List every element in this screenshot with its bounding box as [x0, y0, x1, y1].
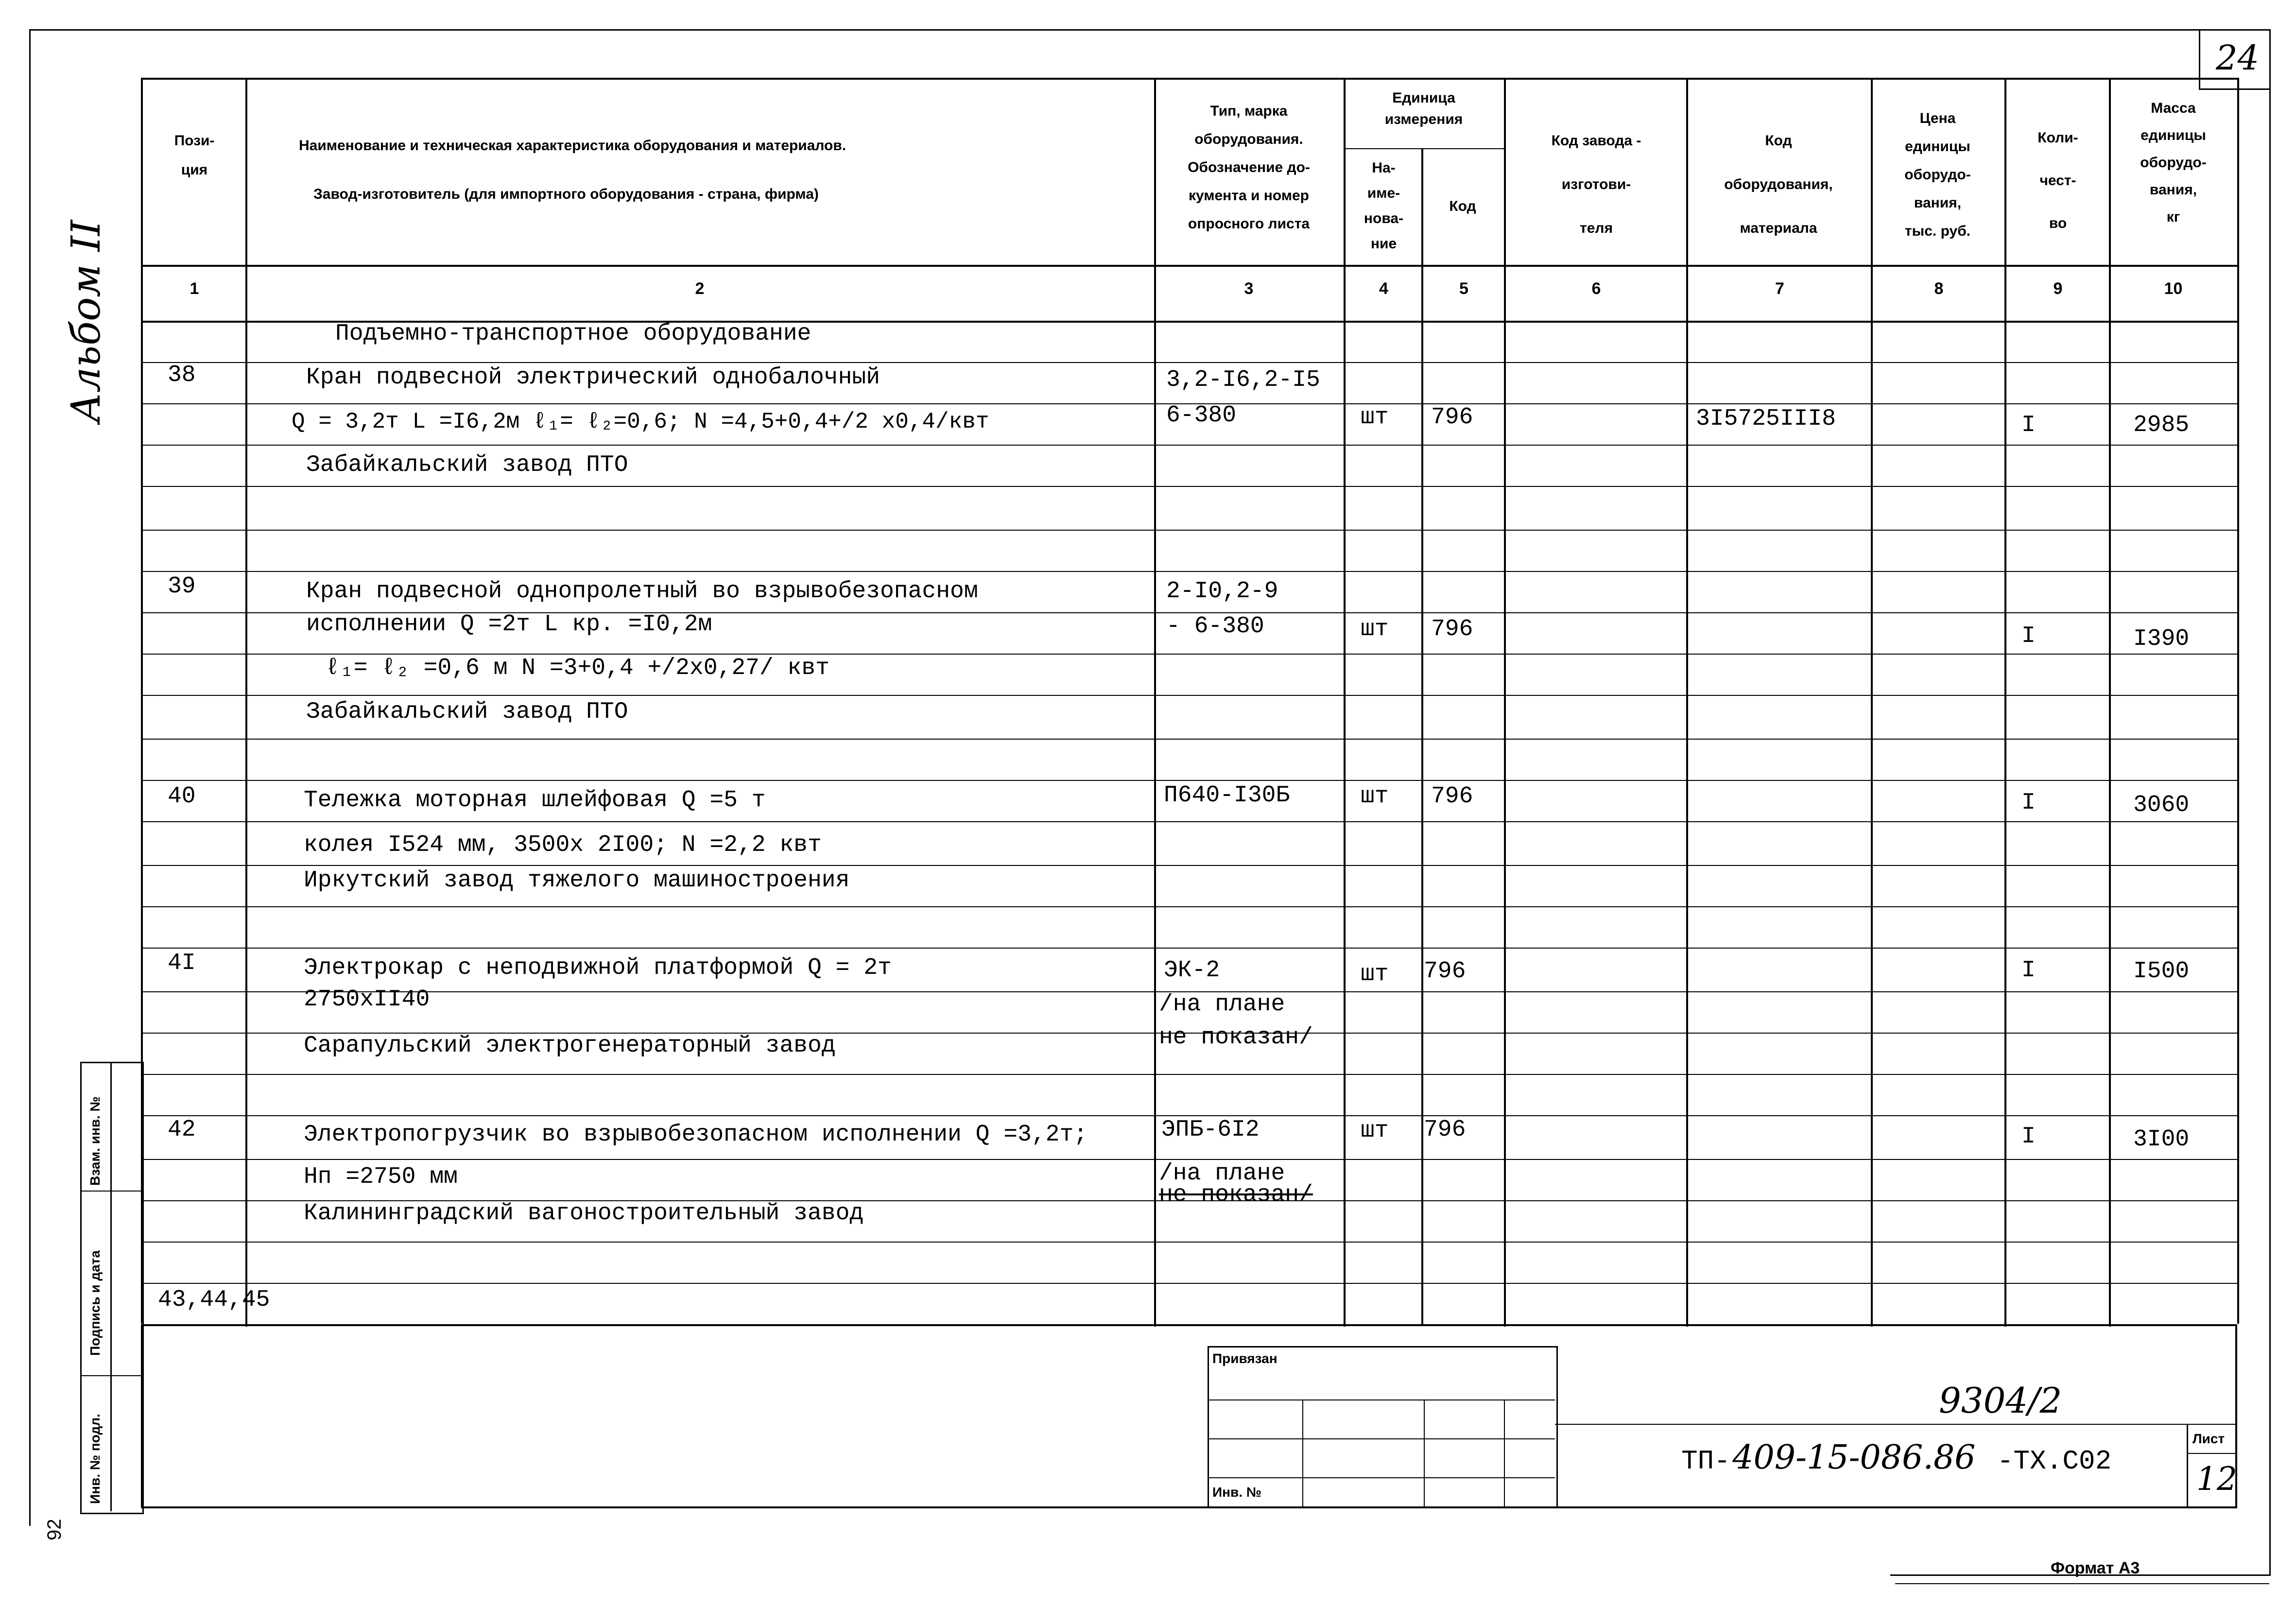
row38-mass: 2985 [2133, 412, 2190, 438]
row38-unit: шт [1361, 404, 1389, 431]
row42-name: Электропогрузчик во взрывобезопасном исполнении Q =3,2т; [304, 1122, 1088, 1148]
row40-qty: I [2021, 790, 2036, 816]
title-block-line [1555, 1424, 2235, 1425]
row42-type1: ЭПБ-6I2 [1161, 1117, 1260, 1143]
row38-name: Кран подвесной электрический однобалочный [306, 364, 880, 391]
col-number: 4 [1379, 279, 1388, 298]
privyazan-vline [1504, 1400, 1505, 1506]
row39-plant: Забайкальский завод ПТО [306, 699, 628, 725]
row-line [141, 445, 2237, 446]
unit-group-line [1344, 148, 1504, 149]
left-stamp-line [80, 1191, 141, 1192]
col-number: 5 [1459, 279, 1468, 298]
row-line [141, 362, 2237, 363]
album-label: Альбом II [63, 220, 109, 423]
sheet-label: Лист [2192, 1431, 2225, 1446]
col-line-3 [1344, 78, 1346, 1327]
col-line-1 [245, 78, 247, 1327]
row41-mass: I500 [2133, 958, 2190, 985]
row40-mass: 3060 [2133, 792, 2190, 818]
row41-unit: шт [1361, 961, 1389, 987]
format-label-line [1895, 1583, 2269, 1584]
privyazan-vline [1424, 1400, 1425, 1506]
privyazan-line [1208, 1477, 1555, 1478]
row38-spec: Q = 3,2т L =I6,2м ℓ₁= ℓ₂=0,6; N =4,5+0,4+/2 х0,4/квт [292, 409, 989, 434]
row42-plant: Калининградский вагоностроительный завод [304, 1200, 864, 1227]
row-line [141, 1242, 2237, 1243]
privyazan-line [1208, 1438, 1555, 1439]
row-line [141, 1074, 2237, 1075]
row41-name: Электрокар с неподвижной платформой Q = 2т [304, 955, 892, 981]
col-line-7 [1871, 78, 1873, 1327]
col-line-6 [1686, 78, 1688, 1327]
frame-bottom [141, 1506, 2237, 1508]
col-number: 6 [1591, 279, 1601, 298]
left-stamp-line [80, 1375, 141, 1376]
row-line [141, 948, 2237, 949]
row38-plant: Забайкальский завод ПТО [306, 452, 628, 478]
row40-plant: Иркутский завод тяжелого машиностроения [304, 867, 850, 894]
row39-qty: I [2021, 623, 2036, 649]
row42-type3: не показан/ [1159, 1182, 1313, 1208]
sheet-box-line [2187, 1453, 2235, 1454]
row-line [141, 654, 2237, 655]
row40-name: Тележка моторная шлейфовая Q =5 т [304, 787, 766, 813]
row42-pos: 42 [168, 1117, 196, 1143]
frame-left-bottom [141, 1324, 143, 1508]
left-stamp-divider [110, 1062, 112, 1511]
row38-type2: 6-380 [1166, 402, 1237, 429]
row-line [141, 571, 2237, 572]
row38-pos: 38 [168, 362, 196, 388]
col-line-4 [1421, 148, 1423, 1324]
row42-qty: I [2021, 1123, 2036, 1150]
col-number: 7 [1775, 279, 1784, 298]
header-col5: Код [1449, 198, 1476, 214]
doc-code-prefix: ТП- [1681, 1446, 1730, 1477]
row38-equip-code: 3I5725III8 [1696, 406, 1836, 432]
col-line-5 [1504, 78, 1506, 1327]
col-number: 10 [2164, 279, 2183, 298]
row38-code: 796 [1431, 404, 1473, 431]
row-line [141, 486, 2237, 487]
privyazan-vline [1302, 1400, 1303, 1506]
col-line-9 [2109, 78, 2111, 1327]
header-col4: На- име- нова- ние [1364, 160, 1404, 252]
row42-type2: /на плане [1159, 1160, 1285, 1187]
header-unit-group: Единица измерения [1384, 90, 1463, 127]
row39-pos: 39 [168, 573, 196, 600]
row40-pos: 40 [168, 783, 196, 810]
table-bottom-line [141, 1324, 2237, 1326]
row41-type1: ЭК-2 [1164, 957, 1220, 984]
left-stamp-inv: Инв. № подл. [87, 1414, 103, 1504]
row-line [141, 1115, 2237, 1116]
sheet-left-edge [29, 29, 31, 1526]
row39-spec2: ℓ₁= ℓ₂ =0,6 м N =3+0,4 +/2х0,27/ квт [326, 655, 829, 681]
row42-spec: Нп =2750 мм [304, 1164, 458, 1190]
row-line [141, 906, 2237, 907]
row41-code: 796 [1424, 958, 1466, 985]
left-stamp-vzam: Взам. инв. № [87, 1096, 103, 1186]
row-line [141, 865, 2237, 866]
section-title: Подъемно-транспортное оборудование [335, 321, 811, 347]
header-col1: Пози- ция [174, 133, 215, 178]
row-line [141, 739, 2237, 740]
header-col2: Наименование и техническая характеристика оборудования и материалов. Завод-изготовитель (для импортного оборудования - страна, фирма) [299, 138, 846, 202]
header-bottom-line [141, 265, 2237, 267]
row40-unit: шт [1361, 783, 1389, 810]
privyazan-label: Привязан [1212, 1351, 1277, 1366]
page-number: 24 [2216, 38, 2260, 78]
col-number: 8 [1934, 279, 1944, 298]
doc-code-hand: 409-15-086.86 [1732, 1438, 1976, 1477]
row41-plant: Сарапульский электрогенераторный завод [304, 1033, 836, 1059]
row39-unit: шт [1361, 616, 1389, 642]
row43-pos: 43,44,45 [158, 1287, 270, 1313]
row-line [141, 821, 2237, 822]
inv-no-label: Инв. № [1212, 1485, 1262, 1500]
privyazan-stamp [1208, 1346, 1558, 1508]
row39-type1: 2-I0,2-9 [1166, 578, 1278, 605]
header-col3: Тип, марка оборудования. Обозначение до- кумента и номер опросного листа [1188, 103, 1310, 232]
row-line [141, 695, 2237, 696]
row40-code: 796 [1431, 783, 1473, 810]
doc-code [1681, 1438, 2111, 1477]
format-label: Формат А3 [2051, 1559, 2140, 1577]
doc-code-suffix: -ТХ.С02 [1997, 1446, 2112, 1477]
header-col6: Код завода - изготови- теля [1551, 133, 1641, 236]
row41-spec: 2750хII40 [304, 986, 430, 1013]
row38-type1: 3,2-I6,2-I5 [1166, 367, 1320, 393]
row41-type2: /на плане [1159, 991, 1285, 1018]
row40-spec: колея I524 мм, 3500х 2I00; N =2,2 квт [304, 832, 822, 858]
row41-pos: 4I [168, 950, 196, 976]
row42-code: 796 [1424, 1117, 1466, 1143]
col-number: 2 [695, 279, 705, 298]
left-stamp-podpis: Подпись и дата [87, 1250, 103, 1356]
sheet-number: 12 [2196, 1460, 2237, 1498]
header-col9: Коли- чест- во [2037, 130, 2078, 231]
row-line [141, 1159, 2237, 1160]
order-number: 9304/2 [1939, 1380, 2062, 1421]
row39-code: 796 [1431, 616, 1473, 642]
row-line [141, 530, 2237, 531]
row42-unit: шт [1361, 1118, 1389, 1144]
row38-qty: I [2021, 412, 2036, 438]
header-col8: Цена единицы оборудо- вания, тыс. руб. [1904, 110, 1971, 239]
row41-type3: не показан/ [1159, 1024, 1313, 1051]
row39-type2: - 6-380 [1166, 613, 1264, 639]
row-line [141, 780, 2237, 781]
row40-type1: П640-I30Б [1164, 782, 1290, 809]
row-line [141, 1283, 2237, 1284]
col-number: 9 [2053, 279, 2063, 298]
header-col10: Масса единицы оборудо- вания, кг [2140, 100, 2207, 225]
col-line-8 [2004, 78, 2006, 1327]
col-line-2 [1154, 78, 1156, 1327]
col-number: 1 [190, 279, 199, 298]
side-number: 92 [44, 1519, 65, 1540]
row39-mass: I390 [2133, 626, 2190, 652]
row42-mass: 3I00 [2133, 1126, 2190, 1153]
row39-spec1: исполнении Q =2т L кр. =I0,2м [306, 611, 712, 638]
header-col7: Код оборудования, материала [1724, 133, 1833, 236]
col-number: 3 [1244, 279, 1254, 298]
row39-name: Кран подвесной однопролетный во взрывобезопасном [306, 578, 978, 605]
row41-qty: I [2021, 957, 2036, 984]
